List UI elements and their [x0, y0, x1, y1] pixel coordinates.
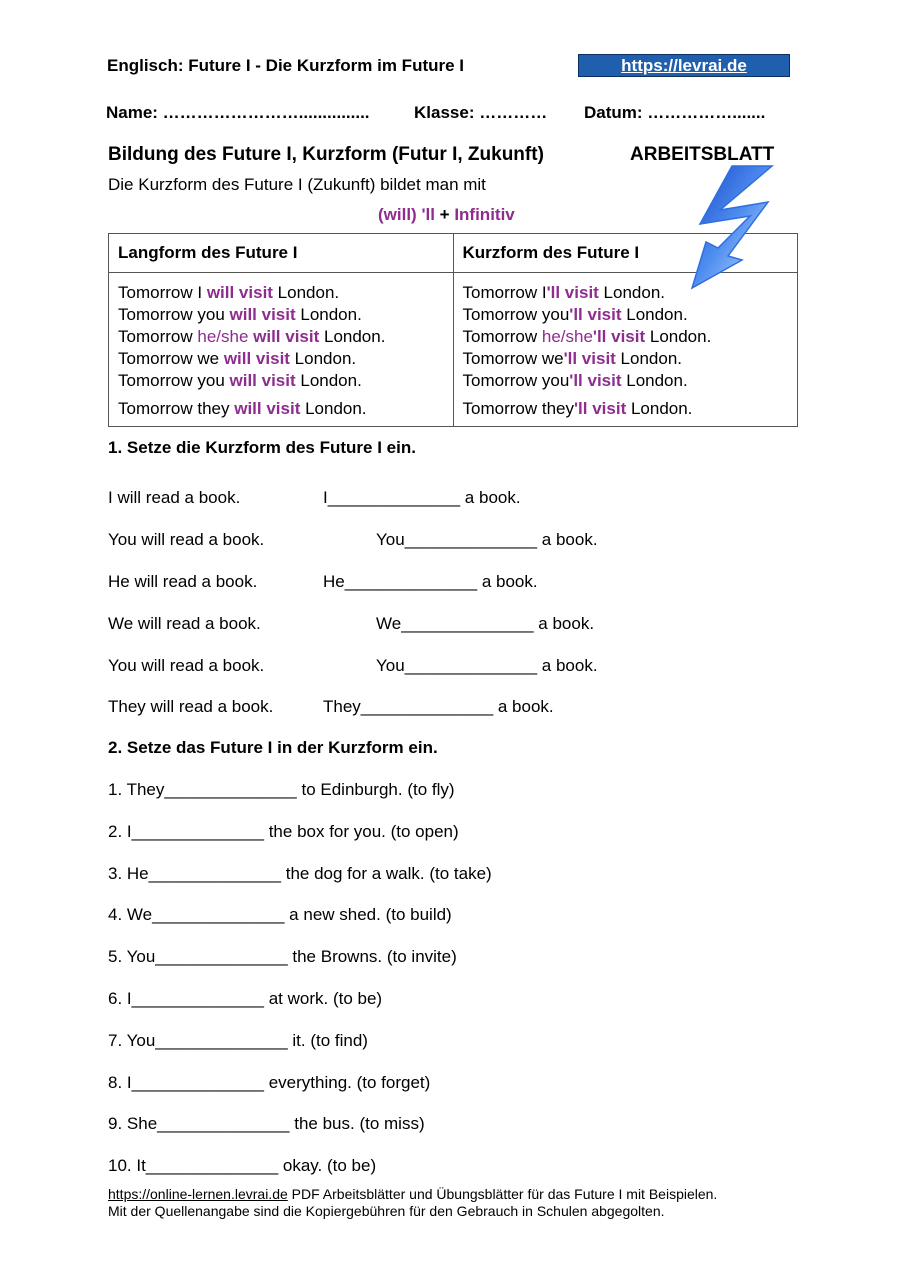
row-prefix: Tomorrow [462, 349, 542, 368]
row-subject: I [197, 283, 203, 302]
exercise1-sentence: He will read a book. [108, 572, 258, 591]
class-field: Klasse: ………… [414, 103, 548, 122]
row-verb: 'll visit [569, 371, 622, 390]
row-subject: they [541, 399, 574, 418]
short-form-row [463, 370, 789, 392]
row-prefix: Tomorrow [118, 305, 198, 324]
row-verb: 'll visit [563, 349, 616, 368]
row-verb: 'll visit [592, 327, 646, 346]
lightning-arrow-icon [680, 160, 800, 295]
formula-short: (will) 'll [378, 205, 435, 224]
row-subject: I [541, 283, 547, 302]
row-subject: you [541, 371, 570, 390]
row-object: London. [645, 327, 712, 346]
row-object: London. [300, 399, 367, 418]
exercise2-item[interactable]: 7. You______________ it. (to find) [108, 1030, 368, 1050]
row-verb: will visit [224, 371, 296, 390]
exercise1-answer-blank[interactable]: He______________ a book. [323, 572, 538, 591]
row-verb: will visit [219, 349, 290, 368]
exercise2-item[interactable]: 2. I______________ the box for you. (to open) [108, 821, 459, 841]
row-verb: will visit [224, 305, 296, 324]
row-verb: 'll visit [574, 399, 627, 418]
exercise1-answer-blank[interactable]: You______________ a book. [376, 530, 598, 549]
footer [108, 1186, 717, 1220]
long-form-row [118, 348, 444, 370]
row-object: London. [621, 371, 688, 390]
row-prefix: Tomorrow [462, 371, 542, 390]
short-form-row [463, 348, 789, 370]
row-subject: he/she [197, 327, 249, 346]
row-object: London. [598, 283, 666, 302]
exercise1-heading: 1. Setze die Kurzform des Future I ein. [108, 438, 416, 457]
row-prefix: Tomorrow [118, 283, 198, 302]
row-object: London. [295, 305, 362, 324]
row-prefix: Tomorrow [118, 371, 198, 390]
exercise1-sentence: I will read a book. [108, 488, 241, 507]
row-subject: they [197, 399, 230, 418]
row-object: London. [319, 327, 386, 346]
long-form-row [118, 282, 444, 304]
exercise1-sentence: You will read a book. [108, 530, 265, 549]
exercise1-sentence: You will read a book. [108, 656, 265, 675]
row-verb: 'll visit [546, 283, 599, 302]
short-form-row [463, 326, 789, 348]
row-prefix: Tomorrow [118, 327, 198, 346]
name-field: Name: ……………………............... [106, 103, 370, 122]
row-prefix: Tomorrow [462, 327, 542, 346]
long-form-row [118, 370, 444, 392]
section-heading: Bildung des Future I, Kurzform (Futur I, Zukunft) [108, 144, 544, 165]
row-subject: we [197, 349, 220, 368]
worksheet-title: Englisch: Future I - Die Kurzform im Future I [107, 56, 465, 75]
short-form-row [463, 398, 789, 420]
row-verb: will visit [202, 283, 273, 302]
exercise2-item[interactable]: 5. You______________ the Browns. (to invite) [108, 947, 457, 967]
exercise1-answer-blank[interactable]: We______________ a book. [376, 614, 595, 633]
exercise1-answer-blank[interactable]: They______________ a book. [323, 697, 554, 716]
exercise2-item[interactable]: 3. He______________ the dog for a walk. (to take) [108, 863, 492, 883]
row-subject: you [541, 305, 570, 324]
footer-line1: PDF Arbeitsblätter und Übungsblätter für das Future I mit Beispielen. [287, 1186, 718, 1202]
exercise2-item[interactable]: 4. We______________ a new shed. (to build) [108, 905, 452, 925]
row-object: London. [621, 305, 688, 324]
exercise2-item[interactable]: 10. It______________ okay. (to be) [108, 1156, 377, 1176]
row-subject: he/she [541, 327, 593, 346]
site-link[interactable] [578, 54, 790, 77]
intro-text: Die Kurzform des Future I (Zukunft) bildet man mit [108, 175, 486, 194]
row-subject: we [541, 349, 564, 368]
long-form-row [118, 304, 444, 326]
exercise2-item[interactable]: 1. They______________ to Edinburgh. (to fly) [108, 780, 455, 799]
row-prefix: Tomorrow [118, 349, 198, 368]
row-verb: 'll visit [569, 305, 622, 324]
worksheet-badge: ARBEITSBLATT [630, 144, 775, 165]
col-header-long: Langform des Future I [109, 234, 454, 273]
formula-infinitive: Infinitiv [454, 205, 515, 224]
row-object: London. [615, 349, 683, 368]
short-form-row [463, 304, 789, 326]
long-form-row [118, 398, 444, 420]
exercise2-item[interactable]: 8. I______________ everything. (to forget) [108, 1072, 431, 1092]
long-form-row [118, 326, 444, 348]
col-header-short: Kurzform des Future I [453, 234, 798, 273]
row-verb: will visit [248, 327, 320, 346]
row-prefix: Tomorrow [462, 283, 542, 302]
footer-link[interactable]: https://online-lernen.levrai.de [108, 1186, 288, 1202]
row-subject: you [197, 305, 225, 324]
exercise1-sentence: We will read a book. [108, 614, 261, 633]
row-object: London. [626, 399, 693, 418]
row-object: London. [289, 349, 357, 368]
row-verb: will visit [229, 399, 301, 418]
formula [378, 205, 515, 225]
long-form-cell [109, 273, 454, 427]
row-prefix: Tomorrow [462, 305, 542, 324]
row-object: London. [295, 371, 362, 390]
row-prefix: Tomorrow [118, 399, 198, 418]
row-subject: you [197, 371, 225, 390]
short-form-cell [453, 273, 798, 427]
site-link-label[interactable]: https://levrai.de [621, 56, 747, 75]
footer-line2: Mit der Quellenangabe sind die Kopiergebühren für den Gebrauch in Schulen abgegolten. [108, 1203, 665, 1219]
date-field: Datum: ……………....... [584, 103, 766, 122]
formula-plus: + [434, 205, 455, 224]
row-prefix: Tomorrow [462, 399, 542, 418]
row-object: London. [272, 283, 340, 302]
exercise1-sentence: They will read a book. [108, 697, 274, 716]
exercise2-heading: 2. Setze das Future I in der Kurzform ein. [108, 738, 438, 757]
exercise1-answer-blank[interactable]: You______________ a book. [376, 656, 598, 675]
exercise1-answer-blank[interactable]: I______________ a book. [323, 488, 521, 507]
exercise2-item[interactable]: 6. I______________ at work. (to be) [108, 989, 383, 1008]
exercise2-item[interactable]: 9. She______________ the bus. (to miss) [108, 1114, 425, 1134]
